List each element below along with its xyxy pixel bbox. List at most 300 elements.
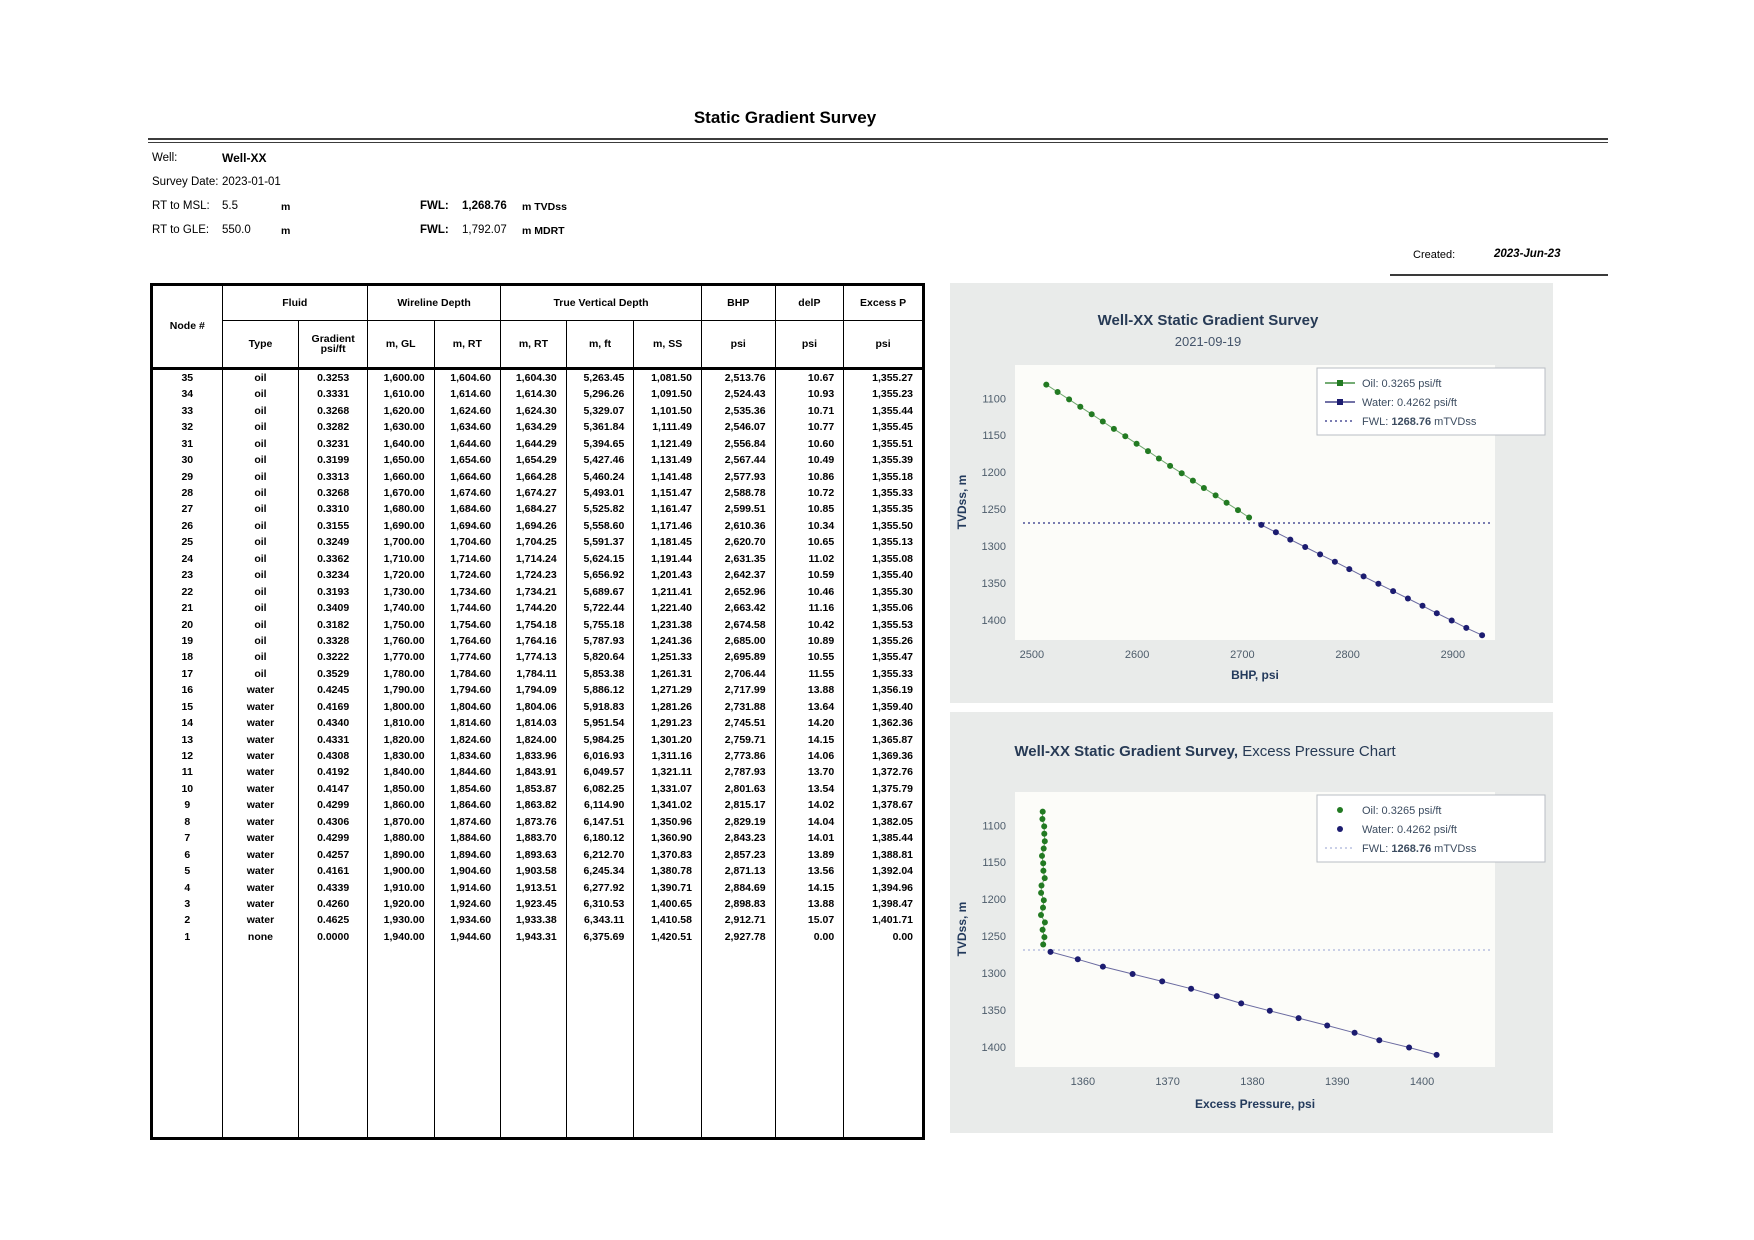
- cell: 0.4260: [299, 896, 368, 912]
- cell: 5,361.84: [566, 419, 634, 435]
- cell: water: [222, 765, 299, 781]
- legend: [1317, 368, 1545, 435]
- data-point: [1273, 529, 1279, 535]
- cell: 0.3268: [299, 403, 368, 419]
- cell: 10.34: [775, 518, 844, 534]
- data-point: [1214, 993, 1220, 999]
- cell: 1,870.00: [367, 814, 434, 830]
- cell: 1,814.60: [434, 715, 501, 731]
- cell: 1,171.46: [634, 518, 702, 534]
- cell: 0.4169: [299, 699, 368, 715]
- cell: 1,880.00: [367, 830, 434, 846]
- cell: 0.3529: [299, 666, 368, 682]
- cell: 1,714.60: [434, 551, 501, 567]
- cell: 1,355.45: [844, 419, 924, 435]
- data-point: [1434, 1052, 1440, 1058]
- cell: 5,394.65: [566, 436, 634, 452]
- cell: 0.3362: [299, 551, 368, 567]
- cell: 2,745.51: [701, 715, 775, 731]
- data-point: [1100, 964, 1106, 970]
- cell: 1,804.06: [501, 699, 567, 715]
- chart-title: Well-XX Static Gradient Survey: [1097, 312, 1319, 329]
- cell: 1,644.29: [501, 436, 567, 452]
- cell: 2,610.36: [701, 518, 775, 534]
- cell: 5,427.46: [566, 452, 634, 468]
- data-point: [1156, 456, 1162, 462]
- cell: 0.3193: [299, 584, 368, 600]
- table-empty-area: [152, 945, 924, 1139]
- cell: 6: [152, 847, 223, 863]
- cell: oil: [222, 567, 299, 583]
- cell: 15.07: [775, 912, 844, 928]
- cell: 1,674.27: [501, 485, 567, 501]
- cell: 1,355.30: [844, 584, 924, 600]
- cell: 1,356.19: [844, 682, 924, 698]
- cell: 2,843.23: [701, 830, 775, 846]
- header-type: Type: [222, 321, 299, 369]
- cell: 1,930.00: [367, 912, 434, 928]
- cell: 30: [152, 452, 223, 468]
- cell: 1,400.65: [634, 896, 702, 912]
- cell: 35: [152, 369, 223, 387]
- cell: oil: [222, 666, 299, 682]
- cell: 1,814.03: [501, 715, 567, 731]
- cell: 13.88: [775, 896, 844, 912]
- data-point: [1042, 838, 1048, 844]
- cell: 1,355.27: [844, 369, 924, 387]
- cell: 1,860.00: [367, 797, 434, 813]
- cell: 1,375.79: [844, 781, 924, 797]
- data-point: [1317, 551, 1323, 557]
- cell: 20: [152, 617, 223, 633]
- cell: 1,754.18: [501, 617, 567, 633]
- cell: 5,558.60: [566, 518, 634, 534]
- table-row: [152, 682, 924, 698]
- cell: 1,934.60: [434, 912, 501, 928]
- table-row: [152, 419, 924, 435]
- cell: 2,685.00: [701, 633, 775, 649]
- cell: 0.4306: [299, 814, 368, 830]
- data-point: [1040, 927, 1046, 933]
- cell: 1,824.60: [434, 732, 501, 748]
- cell: 1,231.38: [634, 617, 702, 633]
- survey-date-value: 2023-01-01: [222, 176, 281, 188]
- cell: 1,355.50: [844, 518, 924, 534]
- cell: 1,654.60: [434, 452, 501, 468]
- cell: 1,624.30: [501, 403, 567, 419]
- cell: 14.20: [775, 715, 844, 731]
- cell: 2,912.71: [701, 912, 775, 928]
- cell: oil: [222, 534, 299, 550]
- table-row: [152, 551, 924, 567]
- cell: 1,780.00: [367, 666, 434, 682]
- cell: 5,984.25: [566, 732, 634, 748]
- table-row: [152, 699, 924, 715]
- fwl-mdrt-value: 1,792.07: [462, 224, 507, 236]
- cell: 0.4299: [299, 797, 368, 813]
- cell: 2,829.19: [701, 814, 775, 830]
- cell: 2: [152, 912, 223, 928]
- cell: 1,774.13: [501, 649, 567, 665]
- cell: 10.77: [775, 419, 844, 435]
- cell: 18: [152, 649, 223, 665]
- cell: 5,918.83: [566, 699, 634, 715]
- cell: oil: [222, 469, 299, 485]
- data-point: [1048, 949, 1054, 955]
- cell: 1,141.48: [634, 469, 702, 485]
- data-point: [1159, 978, 1165, 984]
- cell: 7: [152, 830, 223, 846]
- cell: 12: [152, 748, 223, 764]
- data-point: [1235, 507, 1241, 513]
- data-point: [1352, 1030, 1358, 1036]
- cell: 2,759.71: [701, 732, 775, 748]
- empty-cell: [844, 945, 924, 1139]
- cell: 1,844.60: [434, 765, 501, 781]
- cell: 1,401.71: [844, 912, 924, 928]
- data-point: [1041, 823, 1047, 829]
- cell: water: [222, 863, 299, 879]
- fwl-mdrt-label: FWL:: [420, 224, 449, 236]
- cell: 1,843.91: [501, 765, 567, 781]
- chart-title: Well-XX Static Gradient Survey, Excess Pressure Chart: [1014, 743, 1396, 760]
- cell: 1,840.00: [367, 765, 434, 781]
- well-value: Well-XX: [222, 151, 267, 165]
- cell: 10.89: [775, 633, 844, 649]
- cell: 2,717.99: [701, 682, 775, 698]
- cell: 0.00: [775, 929, 844, 945]
- empty-cell: [367, 945, 434, 1139]
- cell: 21: [152, 600, 223, 616]
- cell: 1,355.08: [844, 551, 924, 567]
- cell: 5,296.26: [566, 386, 634, 402]
- data-point: [1332, 559, 1338, 565]
- cell: 1,694.26: [501, 518, 567, 534]
- y-tick-label: 1350: [981, 578, 1006, 591]
- data-point: [1039, 853, 1045, 859]
- y-tick-label: 1300: [981, 541, 1006, 554]
- cell: 10.72: [775, 485, 844, 501]
- header-node: Node #: [152, 285, 223, 369]
- cell: 2,535.36: [701, 403, 775, 419]
- cell: 5,886.12: [566, 682, 634, 698]
- cell: 26: [152, 518, 223, 534]
- data-point: [1463, 625, 1469, 631]
- cell: 5,591.37: [566, 534, 634, 550]
- cell: 13.89: [775, 847, 844, 863]
- cell: 1,355.06: [844, 600, 924, 616]
- cell: 14.04: [775, 814, 844, 830]
- cell: 2,631.35: [701, 551, 775, 567]
- data-point: [1145, 448, 1151, 454]
- cell: 1,664.60: [434, 469, 501, 485]
- cell: 1,784.60: [434, 666, 501, 682]
- data-point: [1296, 1015, 1302, 1021]
- cell: 1,824.00: [501, 732, 567, 748]
- cell: 11: [152, 765, 223, 781]
- data-point: [1040, 905, 1046, 911]
- table-row: [152, 485, 924, 501]
- chart-svg: [950, 712, 1553, 1133]
- cell: 1,600.00: [367, 369, 434, 387]
- data-point: [1190, 478, 1196, 484]
- cell: 13.88: [775, 682, 844, 698]
- y-tick-label: 1300: [981, 968, 1006, 981]
- table-row: [152, 452, 924, 468]
- data-point: [1167, 463, 1173, 469]
- data-point: [1324, 1023, 1330, 1029]
- cell: 1,101.50: [634, 403, 702, 419]
- cell: 6,180.12: [566, 830, 634, 846]
- data-point: [1376, 1037, 1382, 1043]
- data-point: [1039, 883, 1045, 889]
- cell: 1,884.60: [434, 830, 501, 846]
- cell: 2,513.76: [701, 369, 775, 387]
- cell: 1,604.60: [434, 369, 501, 387]
- cell: 0.3199: [299, 452, 368, 468]
- data-point: [1406, 1045, 1412, 1051]
- data-point: [1449, 618, 1455, 624]
- cell: 1,924.60: [434, 896, 501, 912]
- cell: 0.4339: [299, 880, 368, 896]
- y-tick-label: 1350: [981, 1005, 1006, 1018]
- cell: 1,388.81: [844, 847, 924, 863]
- cell: 2,787.93: [701, 765, 775, 781]
- cell: 10.85: [775, 502, 844, 518]
- cell: 1,201.43: [634, 567, 702, 583]
- cell: 2,663.42: [701, 600, 775, 616]
- cell: 1,680.00: [367, 502, 434, 518]
- header-gradient-line2: psi/ft: [320, 343, 346, 355]
- y-axis-label: TVDss, m: [955, 901, 969, 957]
- cell: 31: [152, 436, 223, 452]
- empty-cell: [501, 945, 567, 1139]
- cell: 1,704.60: [434, 534, 501, 550]
- cell: 1,271.29: [634, 682, 702, 698]
- cell: 1,920.00: [367, 896, 434, 912]
- cell: 2,546.07: [701, 419, 775, 435]
- table-row: [152, 814, 924, 830]
- cell: 5,951.54: [566, 715, 634, 731]
- cell: 1,644.60: [434, 436, 501, 452]
- data-point: [1130, 971, 1136, 977]
- cell: oil: [222, 518, 299, 534]
- cell: 1,241.36: [634, 633, 702, 649]
- cell: 5,853.38: [566, 666, 634, 682]
- table-row: [152, 649, 924, 665]
- cell: oil: [222, 419, 299, 435]
- legend: [1317, 795, 1545, 862]
- cell: 1: [152, 929, 223, 945]
- cell: 9: [152, 797, 223, 813]
- cell: water: [222, 797, 299, 813]
- cell: 1,620.00: [367, 403, 434, 419]
- chart-svg: [950, 283, 1553, 703]
- table-row: [152, 896, 924, 912]
- table-row: [152, 830, 924, 846]
- cell: 1,362.36: [844, 715, 924, 731]
- cell: 0.3409: [299, 600, 368, 616]
- cell: 10.93: [775, 386, 844, 402]
- data-point: [1361, 573, 1367, 579]
- table-row: [152, 633, 924, 649]
- table-row: [152, 567, 924, 583]
- cell: 1,341.02: [634, 797, 702, 813]
- header-tvd-m-rt: m, RT: [501, 321, 567, 369]
- cell: 1,720.00: [367, 567, 434, 583]
- y-tick-label: 1200: [981, 894, 1006, 907]
- cell: 2,620.70: [701, 534, 775, 550]
- x-tick-label: 1380: [1240, 1076, 1265, 1088]
- cell: 16: [152, 682, 223, 698]
- cell: water: [222, 847, 299, 863]
- cell: 6,016.93: [566, 748, 634, 764]
- created-label: Created:: [1413, 249, 1456, 261]
- cell: 2,801.63: [701, 781, 775, 797]
- cell: 1,614.30: [501, 386, 567, 402]
- data-point: [1066, 396, 1072, 402]
- cell: 1,744.60: [434, 600, 501, 616]
- table-row: [152, 929, 924, 945]
- cell: 1,365.87: [844, 732, 924, 748]
- cell: 1,378.67: [844, 797, 924, 813]
- cell: 1,664.28: [501, 469, 567, 485]
- cell: 1,370.83: [634, 847, 702, 863]
- cell: 3: [152, 896, 223, 912]
- x-tick-label: 2500: [1019, 649, 1045, 661]
- cell: 10.71: [775, 403, 844, 419]
- well-label: Well:: [152, 152, 178, 164]
- cell: 2,556.84: [701, 436, 775, 452]
- data-point: [1201, 485, 1207, 491]
- cell: 10.67: [775, 369, 844, 387]
- cell: 10.65: [775, 534, 844, 550]
- title-divider: [148, 138, 1608, 143]
- data-point: [1302, 544, 1308, 550]
- cell: 1,820.00: [367, 732, 434, 748]
- cell: 1,355.33: [844, 666, 924, 682]
- header-wireline-depth: Wireline Depth: [367, 285, 500, 321]
- cell: 10.42: [775, 617, 844, 633]
- table-row: [152, 863, 924, 879]
- legend-label: Oil: 0.3265 psi/ft: [1362, 378, 1442, 390]
- data-point: [1111, 426, 1117, 432]
- cell: 1,890.00: [367, 847, 434, 863]
- cell: 1,904.60: [434, 863, 501, 879]
- cell: 27: [152, 502, 223, 518]
- cell: 5,656.92: [566, 567, 634, 583]
- cell: 1,854.60: [434, 781, 501, 797]
- cell: 1,311.16: [634, 748, 702, 764]
- cell: 11.55: [775, 666, 844, 682]
- table-header: [152, 285, 924, 369]
- x-tick-label: 2900: [1440, 649, 1466, 661]
- cell: 5,820.64: [566, 649, 634, 665]
- cell: 5,329.07: [566, 403, 634, 419]
- data-point: [1040, 860, 1046, 866]
- cell: 1,714.24: [501, 551, 567, 567]
- rt-gle-label: RT to GLE:: [152, 224, 210, 236]
- cell: 6,049.57: [566, 765, 634, 781]
- cell: 2,731.88: [701, 699, 775, 715]
- table-row: [152, 403, 924, 419]
- cell: 0.3155: [299, 518, 368, 534]
- table-row: [152, 584, 924, 600]
- table-row: [152, 600, 924, 616]
- data-point: [1122, 433, 1128, 439]
- cell: 1,873.76: [501, 814, 567, 830]
- cell: 8: [152, 814, 223, 830]
- x-axis-label: Excess Pressure, psi: [1194, 1097, 1316, 1111]
- cell: water: [222, 830, 299, 846]
- cell: 15: [152, 699, 223, 715]
- cell: 1,893.63: [501, 847, 567, 863]
- cell: 1,420.51: [634, 929, 702, 945]
- cell: 1,923.45: [501, 896, 567, 912]
- data-point: [1042, 919, 1048, 925]
- cell: 1,380.78: [634, 863, 702, 879]
- cell: 1,914.60: [434, 880, 501, 896]
- cell: 6,114.90: [566, 797, 634, 813]
- cell: 1,834.60: [434, 748, 501, 764]
- cell: 1,650.00: [367, 452, 434, 468]
- cell: 1,355.23: [844, 386, 924, 402]
- cell: 1,894.60: [434, 847, 501, 863]
- cell: 1,790.00: [367, 682, 434, 698]
- cell: 1,784.11: [501, 666, 567, 682]
- cell: 14.15: [775, 732, 844, 748]
- cell: 1,091.50: [634, 386, 702, 402]
- cell: 1,750.00: [367, 617, 434, 633]
- cell: 4: [152, 880, 223, 896]
- data-point: [1038, 890, 1044, 896]
- cell: 1,694.60: [434, 518, 501, 534]
- cell: 33: [152, 403, 223, 419]
- header-bhp-psi: psi: [701, 321, 775, 369]
- cell: 1,764.16: [501, 633, 567, 649]
- cell: 10.55: [775, 649, 844, 665]
- empty-cell: [222, 945, 299, 1139]
- cell: oil: [222, 369, 299, 387]
- cell: 24: [152, 551, 223, 567]
- empty-cell: [634, 945, 702, 1139]
- x-tick-label: 1390: [1325, 1076, 1350, 1088]
- cell: 2,884.69: [701, 880, 775, 896]
- cell: 1,830.00: [367, 748, 434, 764]
- cell: oil: [222, 633, 299, 649]
- data-point: [1041, 897, 1047, 903]
- cell: 5,493.01: [566, 485, 634, 501]
- cell: 1,331.07: [634, 781, 702, 797]
- cell: 0.4625: [299, 912, 368, 928]
- cell: 6,343.11: [566, 912, 634, 928]
- cell: 13.54: [775, 781, 844, 797]
- cell: 11.16: [775, 600, 844, 616]
- page-title: Static Gradient Survey: [693, 108, 877, 127]
- fwl-tvdss-value: 1,268.76: [462, 200, 507, 212]
- cell: 0.3234: [299, 567, 368, 583]
- cell: 5,755.18: [566, 617, 634, 633]
- y-tick-label: 1250: [981, 931, 1006, 944]
- cell: 1,794.60: [434, 682, 501, 698]
- table-body: [152, 369, 924, 1139]
- cell: 1,111.49: [634, 419, 702, 435]
- cell: 1,700.00: [367, 534, 434, 550]
- table-row: [152, 880, 924, 896]
- cell: 1,900.00: [367, 863, 434, 879]
- cell: 1,943.31: [501, 929, 567, 945]
- cell: 0.0000: [299, 929, 368, 945]
